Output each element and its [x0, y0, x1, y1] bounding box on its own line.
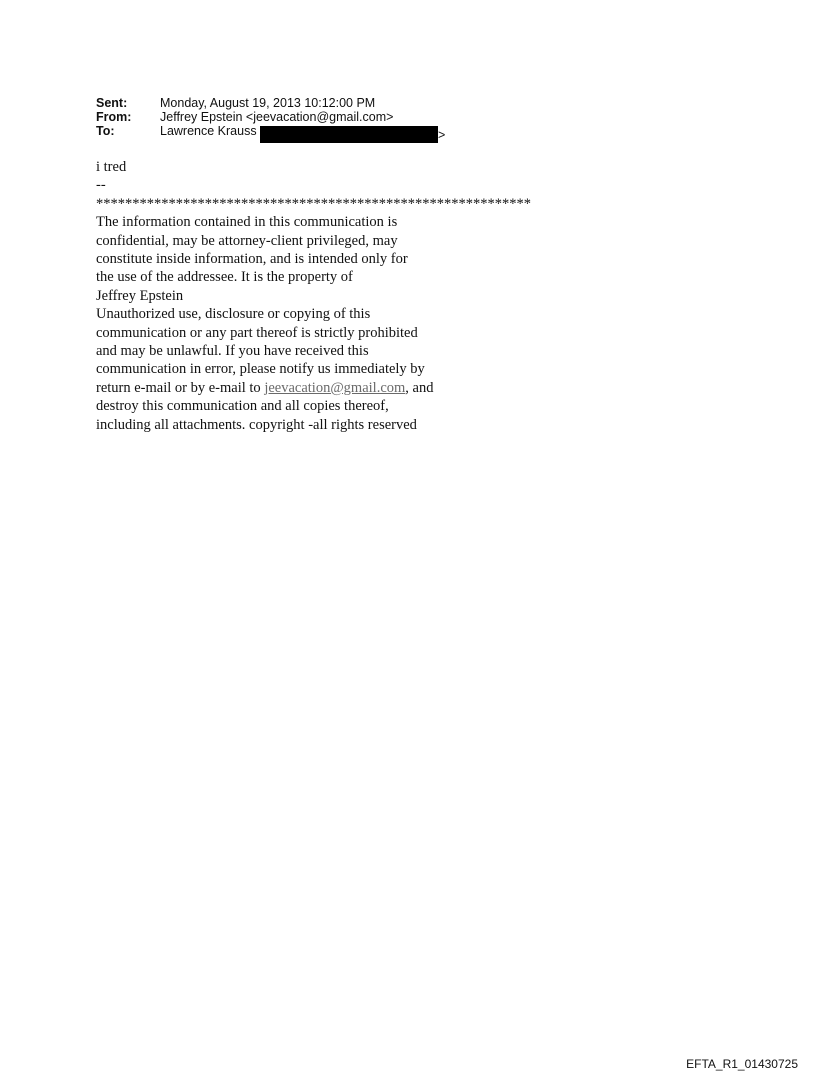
disclaimer-line: including all attachments. copyright -all rights reserved — [96, 416, 417, 433]
disclaimer-line: The information contained in this communication is — [96, 214, 398, 231]
asterisk-divider: ************************************************************ — [96, 195, 531, 212]
redaction-box — [260, 126, 438, 143]
sent-value: Monday, August 19, 2013 10:12:00 PM — [160, 96, 376, 110]
disclaimer-line: and may be unlawful. If you have received this — [96, 343, 369, 360]
disclaimer-return-line — [96, 379, 531, 397]
email-link[interactable]: jeevacation@gmail.com — [264, 379, 406, 396]
disclaimer-line: constitute inside information, and is intended only for — [96, 251, 408, 268]
return-line-prefix: return e-mail or by e-mail to — [96, 379, 265, 396]
email-body — [96, 158, 531, 434]
from-label: From: — [96, 110, 132, 124]
from-row — [96, 110, 393, 124]
document-id: EFTA_R1_01430725 — [686, 1057, 798, 1071]
sent-row — [96, 96, 393, 110]
to-suffix: > — [438, 128, 446, 142]
sent-label: Sent: — [96, 96, 128, 110]
disclaimer-line: communication in error, please notify us immediately by — [96, 361, 425, 378]
to-value: Lawrence Krauss — [160, 124, 257, 138]
disclaimer-line: communication or any part thereof is strictly prohibited — [96, 324, 418, 341]
signature-separator: -- — [96, 177, 106, 194]
to-label: To: — [96, 124, 115, 138]
disclaimer-line: destroy this communication and all copies thereof, — [96, 398, 389, 415]
return-line-suffix: , and — [405, 379, 434, 396]
disclaimer-line: the use of the addressee. It is the property of — [96, 269, 353, 286]
disclaimer-line: Jeffrey Epstein — [96, 287, 184, 304]
from-value: Jeffrey Epstein <jeevacation@gmail.com> — [160, 110, 394, 124]
disclaimer-line: confidential, may be attorney-client privileged, may — [96, 232, 398, 249]
disclaimer-line: Unauthorized use, disclosure or copying of this — [96, 306, 371, 323]
message-text: i tred — [96, 159, 127, 175]
